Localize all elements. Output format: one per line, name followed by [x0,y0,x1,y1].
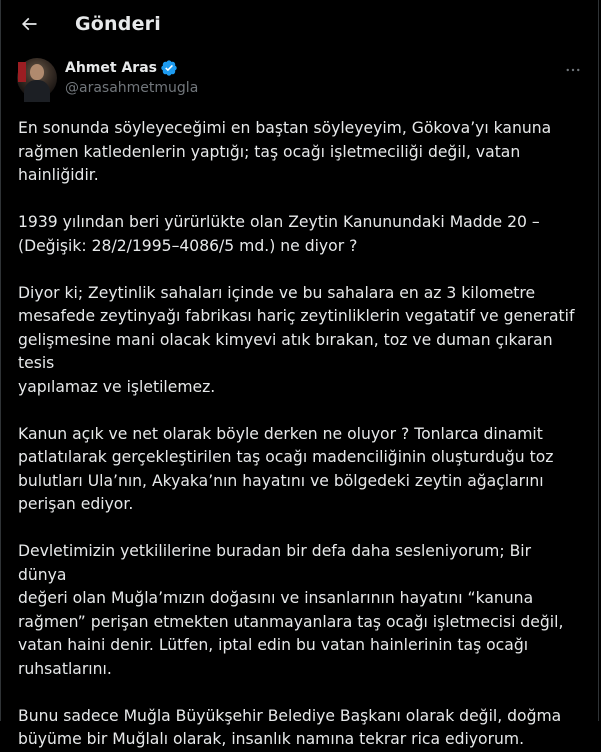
tweet-line: bulutları Ula’nın, Akyaka’nın hayatını ve bölgedeki zeytin ağaçlarını [18,471,544,490]
tweet-paragraph [18,423,578,517]
tweet-line: Diyor ki; Zeytinlik sahaları içinde ve bu sahalara en az 3 kilometre [18,283,536,302]
tweet-line: büyüme bir Muğlalı olarak, insanlık namına tekrar rica ediyorum. [18,730,525,748]
author-name[interactable]: Ahmet Aras [65,60,157,76]
avatar[interactable] [17,58,57,98]
tweet-line: Kanun açık ve net olarak böyle derken ne oluyor ? Tonlarca dinamit [18,424,543,443]
tweet-paragraph [18,282,578,400]
avatar-flag-shape [18,62,26,82]
tweet-line: rağmen” perişan etmekten utanmayanlara taş ocağı işletmecisi değil, [18,612,564,631]
tweet-text [1,110,598,752]
tweet-line: rağmen katledenlerin yaptığı; taş ocağı işletmeciliği değil, vatan [18,142,521,161]
author-row [1,58,598,110]
tweet-line: hainliğidir. [18,166,99,184]
page-title: Gönderi [75,13,161,35]
tweet-paragraph [18,705,578,752]
arrow-left-icon [19,14,39,34]
back-button[interactable] [15,10,43,38]
top-bar [1,0,598,48]
tweet-line: Bunu sadece Muğla Büyükşehir Belediye Başkanı olarak değil, doğma [18,706,562,725]
tweet-line: Devletimizin yetkililerine buradan bir defa daha sesleniyorum; Bir dünya [18,542,532,584]
more-horizontal-icon [564,61,582,79]
avatar-head-shape [30,64,44,80]
tweet-line: gelişmesine mani olacak kimyevi atık bırakan, toz ve duman çıkaran tesis [18,330,553,372]
tweet-paragraph [18,117,578,188]
tweet-line: yapılamaz ve işletilemez. [18,377,216,396]
tweet-line: mesafede zeytinyağı fabrikası hariç zeytinliklerin vegatatif ve generatif [18,307,575,325]
tweet-line: perişan ediyor. [18,495,134,513]
tweet-line: (Değişik: 28/2/1995–4086/5 md.) ne diyor ? [18,236,358,255]
author-name-line [65,58,198,78]
tweet-paragraph [18,211,578,258]
tweet-line: değeri olan Muğla’mızın doğasını ve insanlarının hayatını “kanuna [18,589,534,607]
tweet-paragraph [18,540,578,681]
tweet-line: patlatılarak gerçekleştirilen taş ocağı madenciliğinin oluşturduğu toz [18,448,554,466]
author-info [65,58,198,98]
tweet-line: vatan haini denir. Lütfen, iptal edin bu vatan hainlerinin taş ocağı [18,636,529,654]
tweet-line: 1939 yılından beri yürürlükte olan Zeytin Kanunundaki Madde 20 – [18,213,540,231]
avatar-body-shape [24,80,50,102]
verified-badge-icon [160,59,178,77]
tweet-line: En sonunda söyleyeceğimi en baştan söyleyeyim, Gökova’yı kanuna [18,119,552,137]
tweet-line: ruhsatlarını. [18,659,112,678]
author-handle[interactable]: @arasahmetmugla [65,80,199,96]
more-options-button[interactable] [560,60,586,80]
